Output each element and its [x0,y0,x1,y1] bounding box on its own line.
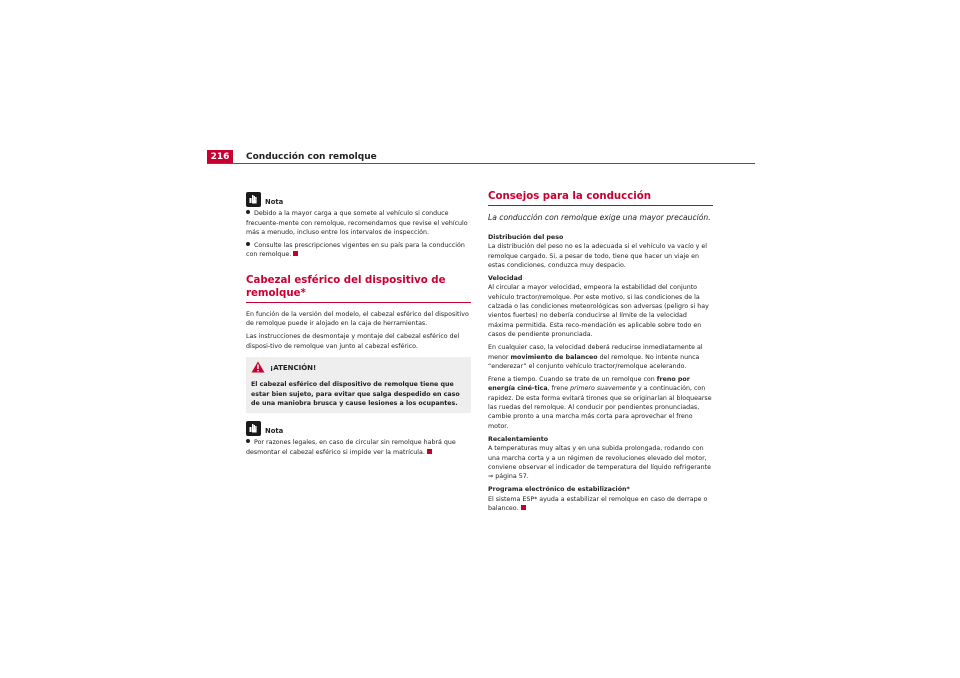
page-number: 216 [207,150,233,164]
note-header [246,421,471,436]
section-title: Consejos para la conducción [488,191,651,202]
subheading: Distribución del peso [488,234,564,241]
warning-text: El cabezal esférico del dispositivo de remolque tiene que estar bien sujeto, para evitar que salga despedido en caso de una maniobra brusca y cause lesiones a los ocupantes. [251,381,460,407]
note-hand-icon [246,192,261,207]
note-label: Nota [265,198,284,206]
bullet-icon [246,439,250,443]
section-divider [246,302,471,303]
subheading: Programa electrónico de estabilización* [488,486,630,494]
end-of-section-icon [521,505,526,510]
paragraph: En función de la versión del modelo, el cabezal esférico del dispositivo de remolque puede ir alojado en la caja de herramientas. [246,310,469,328]
paragraph: En cualquier caso, la velocidad deberá reducirse inmediatamente al menor movimiento de balanceo del remolque. No intente nunca “enderezar” el conjunto vehículo tractor/remolque acelerando. [488,344,703,370]
paragraph: Frene a tiempo. Cuando se trate de un remolque con freno por energía ciné-tica, frene primero suavemente y a continuación, con rapidez. De esta forma evitará tirones que se originarían al bloquearse las ruedas del remolque. Al conducir por pendientes pronunciadas, cambie pronto a una marcha más corta para aprovechar el freno motor. [488,376,712,430]
paragraph: Las instrucciones de desmontaje y montaje del cabezal esférico del disposi-tivo de remolque van junto al cabezal esférico. [246,333,460,350]
section-title: Cabezal esférico del dispositivo de remolque* [246,274,446,299]
end-of-section-icon [293,251,298,256]
paragraph: El sistema ESP* ayuda a estabilizar el remolque en caso de derrape o balanceo. [488,495,708,513]
warning-triangle-icon [251,361,265,376]
subheading: Recalentamiento [488,435,549,443]
warning-title: ¡ATENCIÓN! [270,363,317,372]
section-lead: La conducción con remolque exige una mayor precaución. [488,213,711,222]
note-header [246,192,471,207]
right-column [488,190,713,517]
subheading: Velocidad [488,275,523,283]
note-hand-icon [246,421,261,436]
note-bullet: Debido a la mayor carga a que somete al vehículo si conduce frecuente-mente con remolque, recomendamos que revise el vehículo más a menudo, incluso entre los intervalos de inspección. [246,210,468,236]
warning-box [246,357,471,413]
note-label: Nota [265,427,284,436]
paragraph: A temperaturas muy altas y en una subida prolongada, rodando con una marcha corta y a un régimen de revoluciones elevado del motor, conviene observar el indicador de temperatura del líquido refrigerante ⇒ página 57. [488,445,711,481]
bullet-icon [246,242,250,246]
end-of-section-icon [427,449,432,454]
paragraph: La distribución del peso no es la adecuada si el vehículo va vacío y el remolque cargado. Si, a pesar de todo, tiene que hacer un viaje en estas condiciones, conduzca muy despacio. [488,243,708,269]
note-bullet: Por razones legales, en caso de circular sin remolque habrá que desmontar el cabezal esférico si impide ver la matrícula. [246,439,456,456]
note-bullet: Consulte las prescripciones vigentes en su país para la conducción con remolque. [246,242,465,259]
section-divider [488,205,713,206]
paragraph: Al circular a mayor velocidad, empeora la estabilidad del conjunto vehículo tractor/remolque. Por este motivo, si las condiciones de la calzada o las condiciones meteorológicas son adversas (peligro si hay vientos fuertes) no debería conducirse al límite de la velocidad máxima permitida. Esta reco-mendación es aplicable sobre todo en casos de pendiente pronunciada. [488,284,709,338]
left-column [246,192,471,461]
running-header: Conducción con remolque [246,152,377,162]
header-divider [207,163,755,164]
warning-header [251,361,466,376]
bullet-icon [246,210,250,214]
